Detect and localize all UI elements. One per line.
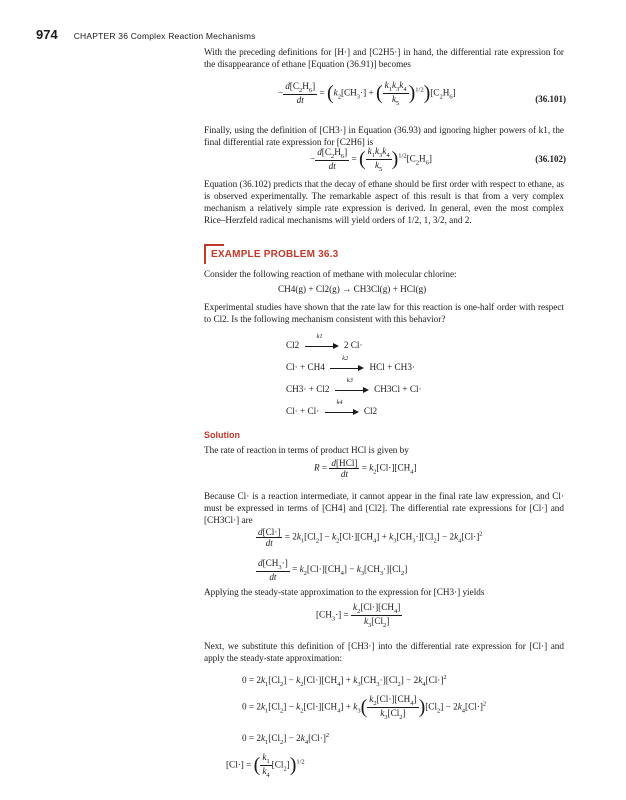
arrow-icon: k1 (305, 341, 339, 351)
arrow-icon: k4 (325, 407, 359, 417)
intro-paragraph-2: Finally, using the definition of [CH3·] in Equation (36.93) and ignoring higher powers of k1, the final differential rate expression for [C2H6] is (204, 125, 564, 147)
equation-Cl-result: [Cl·] = ( $\frac{k_1}{k_4}$ $[Cl_2])^{1/2}$ (226, 752, 305, 779)
chapter-title: CHAPTER 36 Complex Reaction Mechanisms (73, 31, 256, 41)
example-reaction: CH4(g) + Cl2(g) → CH3Cl(g) + HCl(g) (278, 284, 427, 294)
equation-dCH3-dt: $\frac{d[CH_3\cdot]}{dt}$ = $k_2[Cl\cdot][CH_4] - k_3[CH_3\cdot][Cl_2]$ (258, 558, 408, 582)
equation-36-102: − $\frac{d[C_2H_6]}{dt}$ = ( $\frac{k_1k_3k_4}{k_5}$ )$^{1/2}[C_2H_6]$ (310, 146, 432, 173)
example-paragraph-1: Consider the following reaction of methane with molecular chlorine: (204, 269, 457, 279)
example-accent-top (204, 244, 224, 246)
example-paragraph-2: Experimental studies have shown that the rate law for this reaction is one-half order with respect to Cl2. Is the following mechanism consistent with this behavior? (204, 302, 564, 324)
mechanism-step-1 (286, 332, 363, 351)
intro-paragraph-3: Equation (36.102) predicts that the decay of ethane should be first order with respect to ethane, as is observed experimentally. The remarkable aspect of this result is that from a very complex mechanism a relatively simple rate expression is derived. In general, even the most complex Rice–Herzfeld radical mechanisms will yield orders of 1/2, 1, 3/2, and 2. (204, 179, 564, 225)
example-title: EXAMPLE PROBLEM 36.3 (211, 249, 339, 260)
equation-dCl-dt: $\frac{d[Cl\cdot]}{dt}$ = $2k_1[Cl_2] - k_2[Cl\cdot][CH_4] + k_3[CH_3\cdot][Cl_2] - 2k_4[Cl\cdot]^2$ (258, 527, 483, 548)
arrow-icon: k2 (330, 363, 364, 373)
rate-equation: R = $\frac{\text{d[HCl]}}{dt}$ = $k_2[Cl\cdot][CH_4]$ (314, 458, 417, 479)
equation-steady-state-CH3: $[CH_3\cdot]$ = $\frac{k_2[Cl\cdot][CH_4]}{k_3[Cl_2]}$ (316, 602, 401, 629)
equation-label-36-102: (36.102) (535, 154, 566, 164)
step-4-reactants: Cl· + Cl· (286, 406, 320, 416)
intro-paragraph-1: With the preceding definitions for [H·] and [C2H5·] in hand, the differential rate expression for the disappearance of ethane [Equation (36.91)] becomes (204, 47, 564, 69)
equation-steady-state-1: $0 = 2k_1[Cl_2] - k_2[Cl\cdot][CH_4] + k_3[CH_3\cdot][Cl_2] - 2k_4[Cl\cdot]^2$ (242, 674, 447, 688)
example-accent-bar (204, 244, 206, 264)
arrow-icon: k3 (335, 385, 369, 395)
solution-title: Solution (204, 430, 240, 440)
solution-paragraph-3: Applying the steady-state approximation to the expression for [CH3·] yields (204, 587, 485, 597)
step-2-products: HCl + CH3· (369, 362, 415, 372)
step-3-products: CH3Cl + Cl· (374, 384, 422, 394)
solution-paragraph-4: Next, we substitute this definition of [CH3·] into the differential rate expression for [Cl·] and apply the steady-state approximation: (204, 641, 564, 663)
page-header (36, 26, 256, 44)
solution-paragraph-2: Because Cl· is a reaction intermediate, it cannot appear in the final rate law expression, and Cl· must be expressed in terms of [CH4] and [Cl2]. The differential rate expressions for [Cl·] and [CH3Cl·] are (204, 491, 564, 525)
equation-steady-state-3: $0 = 2k_1[Cl_2] - 2k_4[Cl\cdot]^2$ (242, 732, 330, 746)
step-2-reactants: Cl· + CH4 (286, 362, 325, 372)
equation-label-36-101: (36.101) (535, 94, 566, 104)
mechanism-step-4 (286, 398, 378, 417)
mechanism-step-2 (286, 354, 415, 373)
step-4-products: Cl2 (363, 406, 378, 416)
step-1-reactants: Cl2 (286, 340, 300, 350)
mechanism-step-3 (286, 376, 422, 395)
equation-steady-state-2: $0 = 2k_1[Cl_2] - k_2[Cl\cdot][CH_4] + k_3$( $\frac{k_2[Cl\cdot][CH_4]}{k_3[Cl_2]}$ )$[Cl_2] - 2k_4[Cl\cdot]^2$ (242, 694, 487, 721)
step-1-products: 2 Cl· (343, 340, 363, 350)
solution-paragraph-1: The rate of reaction in terms of product HCl is given by (204, 445, 409, 455)
page-number: 974 (36, 27, 58, 42)
equation-36-101: − $\frac{d[C_2H_6]}{dt}$ = ($k_2[CH_3\cdot]$ + ( $\frac{k_1k_3k_4}{k_5}$ )$^{1/2})[C_2H_6]$ (278, 80, 456, 107)
step-3-reactants: CH3· + Cl2 (286, 384, 330, 394)
